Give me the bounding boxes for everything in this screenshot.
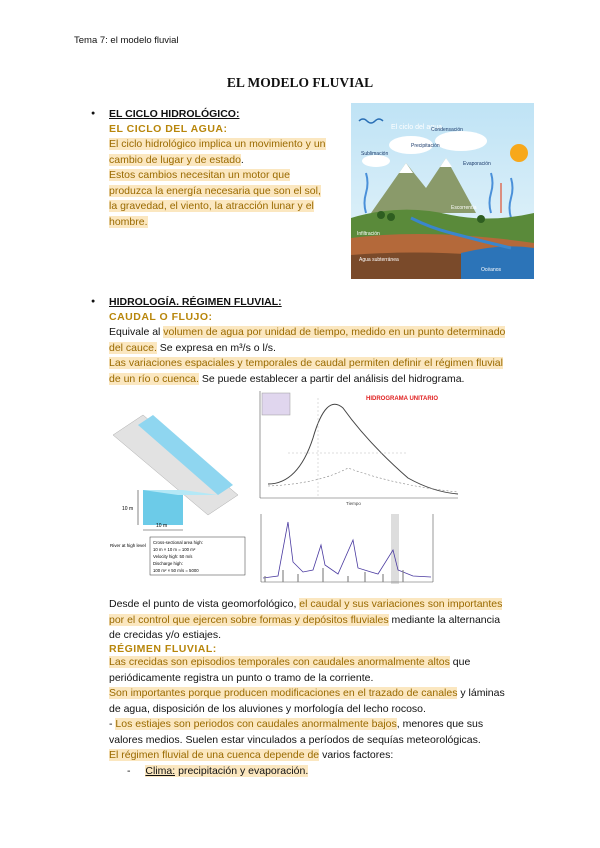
text-reg-l4a: Las crecidas son episodios temporales con caudales anormalmente altos xyxy=(109,656,450,668)
text-reg-l10b: varios factores: xyxy=(319,749,394,761)
hydrograph-label: HIDROGRAMA UNITARIO xyxy=(366,396,438,402)
hydrograph-x-label: Tiempo xyxy=(346,501,361,506)
wc-label-2: Evaporación xyxy=(463,161,491,167)
text-reg-l4b: que xyxy=(449,656,471,668)
text-geo-l3: de crecidas y/o estiajes. xyxy=(109,629,222,641)
text-caudal-l2a: del cauce. xyxy=(109,341,157,354)
text-ciclo-l2: cambio de lugar y de estado xyxy=(109,153,241,166)
text-ciclo-l2-end: . xyxy=(240,153,244,166)
river-label: River at high level xyxy=(110,543,146,548)
paragraph-regimen xyxy=(109,655,549,779)
subheading-caudal: CAUDAL O FLUJO: xyxy=(109,311,213,323)
text-caudal-l3: Las variaciones espaciales y temporales de caudal permiten definir el régimen fluvial xyxy=(109,357,503,369)
wc-label-5: Infiltración xyxy=(357,231,380,237)
subheading-regimen: RÉGIMEN FLUVIAL: xyxy=(109,643,217,655)
running-header: Tema 7: el modelo fluvial xyxy=(74,35,179,46)
list-text-clima: precipitación y evaporación. xyxy=(175,764,309,777)
text-ciclo-l1: El ciclo hidrológico implica un movimiento y un xyxy=(109,138,326,150)
paragraph-ciclo xyxy=(109,137,349,230)
subheading-ciclo-agua: EL CICLO DEL AGUA: xyxy=(109,123,228,135)
text-ciclo-l4b: son el sol, xyxy=(273,184,321,197)
calc-line-1: Cross-sectional area high: xyxy=(153,540,203,545)
text-geo-l1b: el caudal y sus variaciones son importantes xyxy=(299,598,503,610)
text-reg-l6b: y láminas xyxy=(457,687,505,699)
text-reg-l10a: El régimen fluvial de una cuenca depende de xyxy=(109,749,320,761)
calc-line-3: Velocity high: 50 m/s xyxy=(153,554,193,559)
text-caudal-l1a: Equivale al xyxy=(109,326,164,338)
text-caudal-l2b: Se expresa en m³/s o l/s. xyxy=(156,341,276,354)
list-dash: - xyxy=(127,764,131,777)
section-heading-hidrologia: ● HIDROLOGÍA. RÉGIMEN FLUVIAL: xyxy=(109,296,282,308)
text-caudal-l4b: Se puede establecer a partir del análisis del hidrograma. xyxy=(198,372,465,385)
text-reg-l6a: Son importantes porque producen modificaciones en el trazado de canales xyxy=(109,687,458,699)
text-reg-l7: de agua, disposición de los aluviones y morfología del lecho rocoso. xyxy=(109,702,426,715)
text-ciclo-l4: produzca la energía necesaria que xyxy=(109,184,274,197)
channel-depth-label: 10 m xyxy=(122,506,134,512)
text-reg-l8c: , menores que sus xyxy=(396,718,484,730)
text-geo-l1a: Desde el punto de vista geomorfológico, xyxy=(109,598,300,610)
calc-line-4: Discharge high: xyxy=(153,561,183,566)
discharge-timeseries-figure xyxy=(253,510,463,588)
text-ciclo-l6: hombre. xyxy=(109,215,148,228)
list-term-clima: Clima: xyxy=(145,764,176,777)
channel-cross-section-figure xyxy=(108,400,248,580)
wc-label-3: Sublimación xyxy=(361,151,389,157)
paragraph-geomorfologia xyxy=(109,597,549,644)
text-ciclo-l3: Estos cambios necesitan un motor que xyxy=(109,169,290,181)
text-reg-l5: periódicamente registra un punto o tramo de la corriente. xyxy=(109,671,374,684)
calc-line-2: 10 m × 10 m = 100 m² xyxy=(153,547,196,552)
water-cycle-illustration xyxy=(351,103,534,279)
text-geo-l2b: mediante la alternancia xyxy=(388,613,501,626)
text-geo-l2a: por el control que ejercen sobre formas y depósitos fluviales xyxy=(109,613,389,626)
unit-hydrograph-figure xyxy=(258,388,463,506)
page-title: EL MODELO FLUVIAL xyxy=(226,75,374,90)
section-heading-ciclo: ● EL CICLO HIDROLÓGICO: xyxy=(109,108,239,120)
wc-label-7: Océanos xyxy=(481,267,502,273)
text-caudal-l1b: volumen de agua por unidad de tiempo, medido en un punto determinado xyxy=(163,326,506,338)
text-reg-l8a: - xyxy=(109,718,116,730)
text-caudal-l4a: de un río o cuenca. xyxy=(109,372,199,385)
text-reg-l8b: Los estiajes son periodos con caudales anormalmente bajos xyxy=(115,718,397,730)
text-ciclo-l5: la gravedad, el viento, la atracción lunar y el xyxy=(109,200,314,212)
wc-label-4: Escorrentía xyxy=(451,205,477,211)
calc-line-5: 100 m² × 50 m/s = 5000 xyxy=(153,568,199,573)
paragraph-caudal xyxy=(109,325,539,387)
text-reg-l9: valores medios. Suelen estar vinculados a períodos de sequías meteorológicas. xyxy=(109,733,481,746)
water-cycle-title: El ciclo del agua xyxy=(391,124,442,131)
wc-label-0: Condensación xyxy=(431,127,463,133)
channel-width-label: 10 m xyxy=(156,523,168,529)
wc-label-6: Agua subterránea xyxy=(359,257,399,263)
wc-label-1: Precipitación xyxy=(411,143,440,149)
